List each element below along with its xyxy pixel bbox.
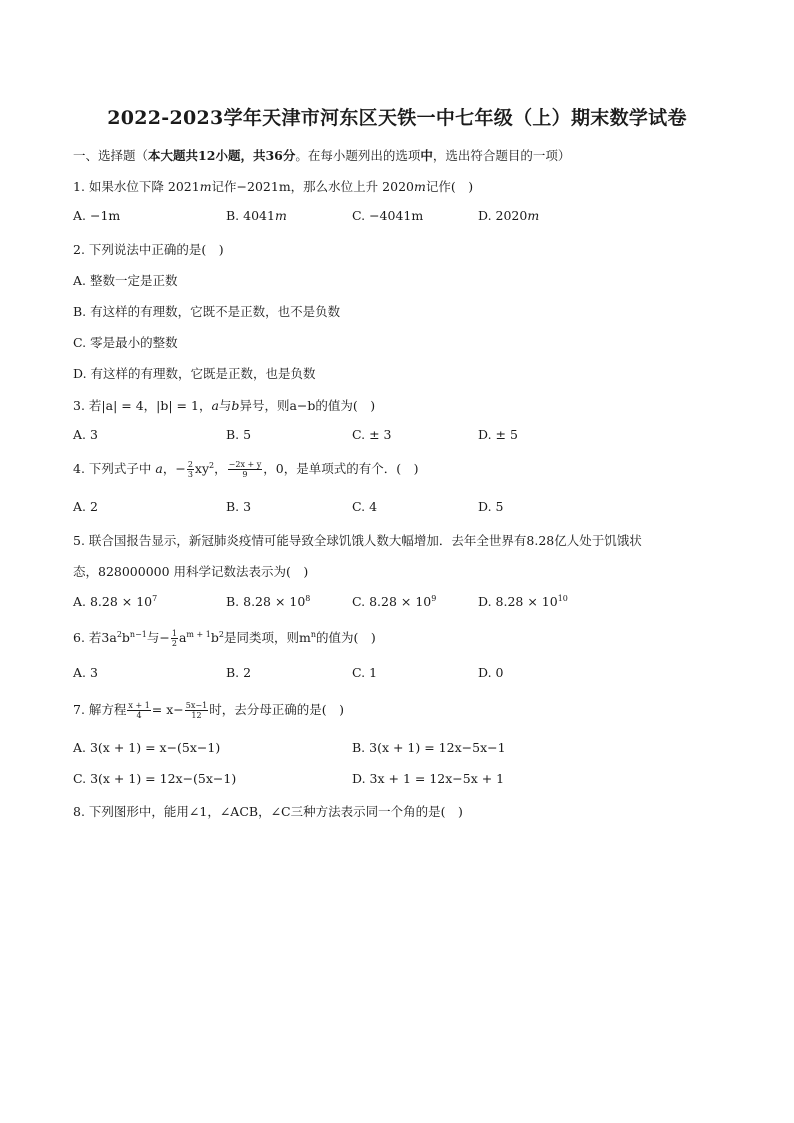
question-4-stem: 4. 下列式子中 a，− $\frac{2}{3}$ $xy^2$， $\frac{-2x + y}{9}$ ，0，是单项式的有个．( ): [73, 460, 419, 479]
question-2-option-d[interactable]: D. 有这样的有理数，它既是正数，也是负数: [73, 366, 316, 381]
question-6-option-b[interactable]: B. 2: [226, 665, 252, 680]
question-5-option-a[interactable]: A. $8.28 \times 10^7$: [73, 593, 158, 609]
question-4-option-c[interactable]: C. 4: [352, 499, 378, 514]
question-7-stem: 7. 解方程 $\frac{x + 1}{4}$ = x− $\frac{5x-1}{12}$ 时，去分母正确的是( ): [73, 701, 344, 720]
question-3-option-c[interactable]: C. ± 3: [352, 427, 392, 442]
question-4-option-d[interactable]: D. 5: [478, 499, 504, 514]
question-2-option-b[interactable]: B. 有这样的有理数，它既不是正数，也不是负数: [73, 304, 341, 319]
fraction-two-thirds: $\frac{2}{3}$: [187, 460, 193, 479]
question-6-option-d[interactable]: D. 0: [478, 665, 504, 680]
question-5-option-b[interactable]: B. $8.28 \times 10^8$: [226, 593, 311, 609]
question-2-option-c[interactable]: C. 零是最小的整数: [73, 335, 178, 350]
section-heading: 一、选择题（本大题共12小题，共36分。在每小题列出的选项中，选出符合题目的一项）: [73, 148, 571, 163]
question-2-stem: 2. 下列说法中正确的是( ): [73, 242, 224, 257]
question-7-option-c[interactable]: C. 3(x + 1) = 12x−(5x−1): [73, 771, 237, 786]
fraction-expression: $\frac{-2x + y}{9}$: [228, 460, 262, 479]
question-3-stem: 3. 若|a| = 4，|b| = 1，a与b异号，则a−b的值为( ): [73, 398, 376, 413]
question-1-option-d[interactable]: D. 2020m: [478, 208, 540, 223]
question-5-option-d[interactable]: D. $8.28 \times 10^{10}$: [478, 593, 568, 609]
question-6-stem: 6. 若$3a^2b^{n-1}$与− $\frac{1}{2}$ $a^{m + 1}b^2$是同类项，则$m^n$的值为( ): [73, 629, 376, 648]
question-7-option-d[interactable]: D. 3x + 1 = 12x−5x + 1: [352, 771, 505, 786]
question-3-option-d[interactable]: D. ± 5: [478, 427, 518, 442]
fraction-x-plus-1-over-4: $\frac{x + 1}{4}$: [128, 701, 150, 720]
question-1-option-c[interactable]: C. −4041m: [352, 208, 424, 223]
question-8-stem: 8. 下列图形中，能用∠1，∠ACB，∠C三种方法表示同一个角的是( ): [73, 804, 463, 819]
exam-title: 2022-2023学年天津市河东区天铁一中七年级（上）期末数学试卷: [107, 107, 687, 129]
question-6-option-a[interactable]: A. 3: [73, 665, 98, 680]
question-1-stem: 1. 如果水位下降 2021m记作−2021m，那么水位上升 2020m记作( ): [73, 179, 474, 194]
question-5-option-c[interactable]: C. $8.28 \times 10^9$: [352, 593, 437, 609]
question-2-option-a[interactable]: A. 整数一定是正数: [73, 273, 178, 288]
fraction-one-half: $\frac{1}{2}$: [171, 629, 177, 648]
question-1-option-a[interactable]: A. −1m: [73, 208, 121, 223]
question-5-stem-line-1: 5. 联合国报告显示，新冠肺炎疫情可能导致全球饥饿人数大幅增加．去年全世界有8.28亿人处于饥饿状: [73, 533, 642, 548]
question-1-option-b[interactable]: B. 4041m: [226, 208, 287, 223]
question-5-stem-line-2: 态，828000000 用科学记数法表示为( ): [73, 564, 309, 579]
question-4-option-a[interactable]: A. 2: [73, 499, 98, 514]
question-3-option-a[interactable]: A. 3: [73, 427, 98, 442]
fraction-5x-minus-1-over-12: $\frac{5x-1}{12}$: [185, 701, 208, 720]
question-3-option-b[interactable]: B. 5: [226, 427, 252, 442]
question-7-option-a[interactable]: A. 3(x + 1) = x−(5x−1): [73, 740, 221, 755]
question-4-option-b[interactable]: B. 3: [226, 499, 252, 514]
question-7-option-b[interactable]: B. 3(x + 1) = 12x−5x−1: [352, 740, 506, 755]
question-6-option-c[interactable]: C. 1: [352, 665, 378, 680]
